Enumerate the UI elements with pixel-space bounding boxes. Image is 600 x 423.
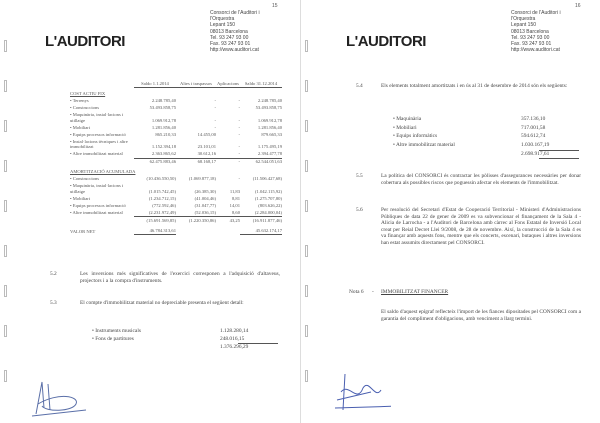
table-cell: (10.436.550,50) <box>146 175 176 181</box>
table-cell: 53.493.858,75 <box>255 104 282 110</box>
table-cell: - <box>214 104 216 110</box>
logo: L'AUDITORI <box>45 33 125 50</box>
note-label: Nota 6 <box>349 289 364 295</box>
detail-total: 1.376.296,29 <box>220 344 249 350</box>
row-label: • Maquinària, instal·lacions i utillatge <box>70 182 124 194</box>
table-cell: - <box>238 117 240 123</box>
address-block: Consorci de l'Auditori i l'Orquestra Lepant 150 08013 Barcelona Tel. 93 247 93 00 Fax. 93 247 93 01 http://www.auditori.cat <box>210 10 260 54</box>
table-cell: (1.042.115,92) <box>254 188 282 194</box>
note-number: 5.6 <box>356 207 363 213</box>
table-cell: 1.152.394,18 <box>151 144 176 150</box>
col-header: Altes i traspassos <box>176 80 216 88</box>
note-text: El saldo d'aquest epígraf reflecteix l'import de les fiances dipositades pel CONSORCI com a garantia del compliment d'obligacions, amb venciment a llarg termini. <box>381 309 581 322</box>
note-number: 5.2 <box>50 271 57 277</box>
row-label: • Equips processos informació <box>70 131 126 137</box>
table-cell: 2.248.785,40 <box>257 97 282 103</box>
table-cell: (2.231.972,49) <box>148 209 176 215</box>
net-spacer <box>176 234 216 235</box>
section-heading: AMORTITZACIÓ ACUMULADA <box>70 168 136 174</box>
note-text: Les inversions més significatives de l'exercici corresponen a l'adquisició d'altaveus, projectors i a la compra d'instruments. <box>80 271 280 284</box>
table-cell: 53.493.858,75 <box>149 104 176 110</box>
table-cell: 2.363.865,62 <box>151 151 176 157</box>
table-cell: 865.210,33 <box>155 131 176 137</box>
total-cell: (16.911.877,46) <box>240 216 282 224</box>
note-number: 5.4 <box>356 83 363 89</box>
table-cell: 1.281.856,40 <box>257 124 282 130</box>
row-label: • Mobiliari <box>70 124 91 130</box>
table-cell: - <box>238 175 240 181</box>
table-cell: 8,60 <box>231 209 240 215</box>
total-spacer <box>70 223 134 224</box>
note-text: Per resolució del Secretari d'Estat de Cooperació Territorial - Ministeri d'Administracions Públiques de data 22 de gener de 2009 es va subvencionar el finançament de la Sala 4 - Alicia de Larrocha - a l'Auditori de Barcelona amb càrrec al Fons Estatal de Inversió Local creat per Reial Decret Llei 9/2008, de 28 de novembre. Així, la construcció de la Sala 4 es va finançar amb aquests fons, mentre que els concerts, escenari, butaques i altres inversions han estat assumits directament pel CONSORCI. <box>381 207 581 246</box>
table-cell: (1.015.742,45) <box>148 188 176 194</box>
table-cell: 1.281.856,40 <box>151 124 176 130</box>
table-cell: 2.248.785,40 <box>151 97 176 103</box>
col-header: Saldo 31.12.2014 <box>240 80 282 88</box>
net-value: 45.632.174,17 <box>240 224 282 235</box>
signature <box>28 378 88 418</box>
total-cell: 43,25 <box>216 216 240 224</box>
col-header: Aplicacions <box>216 80 240 88</box>
row-label: • Mobiliari <box>70 195 91 201</box>
asset-table <box>70 80 282 235</box>
table-cell: (772.592,46) <box>152 202 176 208</box>
table-cell: 879.665,33 <box>261 131 282 137</box>
table-cell: 23.101,01 <box>197 144 216 150</box>
total-value: 2.698.917,61 <box>521 151 550 157</box>
table-cell: - <box>238 97 240 103</box>
page-16: 16 L'AUDITORI Consorci de l'Auditori i l'Orquestra Lepant 150 08013 Barcelona Tel. 93 247 93 00 Fax. 93 247 93 01 http://www.auditori.cat 5.4 Els elements totalment amortitzats i en ús al 31 de desembre de 2014 són els següents: • Maquinària 357.136,10 • Mobiliari 717.001,58 • Equips informàtics 594.612,74 • Altre immobilitzat material 1.030.167,19 2.698.917,61 5.5 La política del CONSORCI és contractar les pòlisses d'assegurances necessàries per donar cobertura als possibles riscos que poguessin afectar els elements de l'immobilitzat. 5.6 Per resolució del Secretari d'Estat de Cooperació Territorial - Ministeri d'Administracions Públiques de data 22 de gener de 2009 es va subvencionar el finançament de la Sala 4 - Alicia de Larrocha - a l'Auditori de Barcelona amb càrrec al Fons Estatal de Inversió Local creat per Reial Decret Llei 9/2008, de 28 de novembre. Així, la construcció de la Sala 4 es va finançar amb aquests fons, mentre que els concerts, escenari, butaques i altres inversions han estat assumits directament pel CONSORCI. Nota 6 - IMMOBILITZAT FINANCER El saldo d'aquest epígraf reflecteix l'import de les fiances dipositades pel CONSORCI com a garantia del compliment d'obligacions, amb venciment a llarg termini. <box>300 0 600 423</box>
detail-item: • Fons de partitures <box>92 336 134 342</box>
table-cell: (31.047,77) <box>194 202 216 208</box>
table-cell: (1.275.707,80) <box>254 195 282 201</box>
total-cell: - <box>216 158 240 166</box>
table-cell: (803.626,22) <box>258 202 282 208</box>
total-cell: 62.544.051,63 <box>240 158 282 166</box>
note-number: 5.3 <box>50 300 57 306</box>
binder-holes <box>305 5 309 415</box>
table-cell: - <box>238 144 240 150</box>
table-cell: - <box>214 97 216 103</box>
row-label: • Terrenys <box>70 97 89 103</box>
total-cell: (1.220.350,86) <box>176 216 216 224</box>
table-cell: 14,01 <box>229 202 240 208</box>
logo: L'AUDITORI <box>346 33 426 50</box>
net-spacer <box>216 234 240 235</box>
binder-holes <box>4 5 8 415</box>
table-cell: - <box>238 104 240 110</box>
table-cell: - <box>238 124 240 130</box>
note-title: IMMOBILITZAT FINANCER <box>381 289 449 295</box>
row-label: • Instal·lacions tècniques i altre immobilitzat <box>70 138 128 150</box>
total-cell: 68.168,17 <box>176 158 216 166</box>
table-cell: (2.284.000,04) <box>254 209 282 215</box>
row-label: • Construccions <box>70 175 100 181</box>
row-label: • Maquinària, instal·lacions i utillatge <box>70 111 124 123</box>
table-cell: (1.069.877,18) <box>188 175 216 181</box>
table-cell: (1.234.712,15) <box>148 195 176 201</box>
page-number: 15 <box>272 3 278 9</box>
table-cell: 11,83 <box>229 188 240 194</box>
total-cell: (15.691.569,85) <box>134 216 176 224</box>
dash: - <box>372 289 374 295</box>
detail-value: 1.128.280,14 <box>220 328 249 334</box>
row-label: • Altre immobilitzat material <box>70 209 123 215</box>
total-cell: 62.475.883,46 <box>134 158 176 166</box>
table-cell: (11.506.427,68) <box>252 175 282 181</box>
table-cell: (52.036,15) <box>194 209 216 215</box>
signature <box>331 370 391 415</box>
table-cell: (26.385,30) <box>194 188 216 194</box>
table-cell: 1.069.912,78 <box>151 117 176 123</box>
net-label: VALOR NET <box>70 228 96 234</box>
table-cell: 2.394.477,78 <box>257 151 282 157</box>
table-cell: 14.455,00 <box>197 131 216 137</box>
table-cell: - <box>214 117 216 123</box>
table-cell: 30.612,16 <box>197 151 216 157</box>
table-cell: 1.175.495,19 <box>257 144 282 150</box>
detail-item: • Instruments musicals <box>92 328 141 334</box>
table-cell: - <box>238 151 240 157</box>
net-value: 46.784.313,61 <box>134 224 176 235</box>
table-cell: - <box>238 131 240 137</box>
page-number: 16 <box>575 3 581 9</box>
section-heading: COST ACTIU FIX <box>70 90 106 96</box>
note-text: El compte d'immobilitzat material no depreciable presenta el següent detall: <box>80 300 244 306</box>
detail-value: 248.016,15 <box>220 336 245 342</box>
address-block: Consorci de l'Auditori i l'Orquestra Lepant 150 08013 Barcelona Tel. 93 247 93 00 Fax. 93 247 93 01 http://www.auditori.cat <box>511 10 561 54</box>
table-cell: (41.004,46) <box>194 195 216 201</box>
table-cell: - <box>214 124 216 130</box>
col-header: Saldo 1.1.2014 <box>134 80 176 88</box>
table-cell: 1.069.912,78 <box>257 117 282 123</box>
note-number: 5.5 <box>356 173 363 179</box>
note-text: Els elements totalment amortitzats i en ús al 31 de desembre de 2014 són els següents: <box>381 83 568 89</box>
row-label: • Equips processos informació <box>70 202 126 208</box>
table-cell: 8,81 <box>231 195 240 201</box>
row-label: • Altre immobilitzat material <box>70 151 123 157</box>
note-text: La política del CONSORCI és contractar les pòlisses d'assegurances necessàries per donar cobertura als possibles riscos que poguessin afectar els elements de l'immobilitzat. <box>381 173 581 186</box>
row-label: • Construccions <box>70 104 100 110</box>
